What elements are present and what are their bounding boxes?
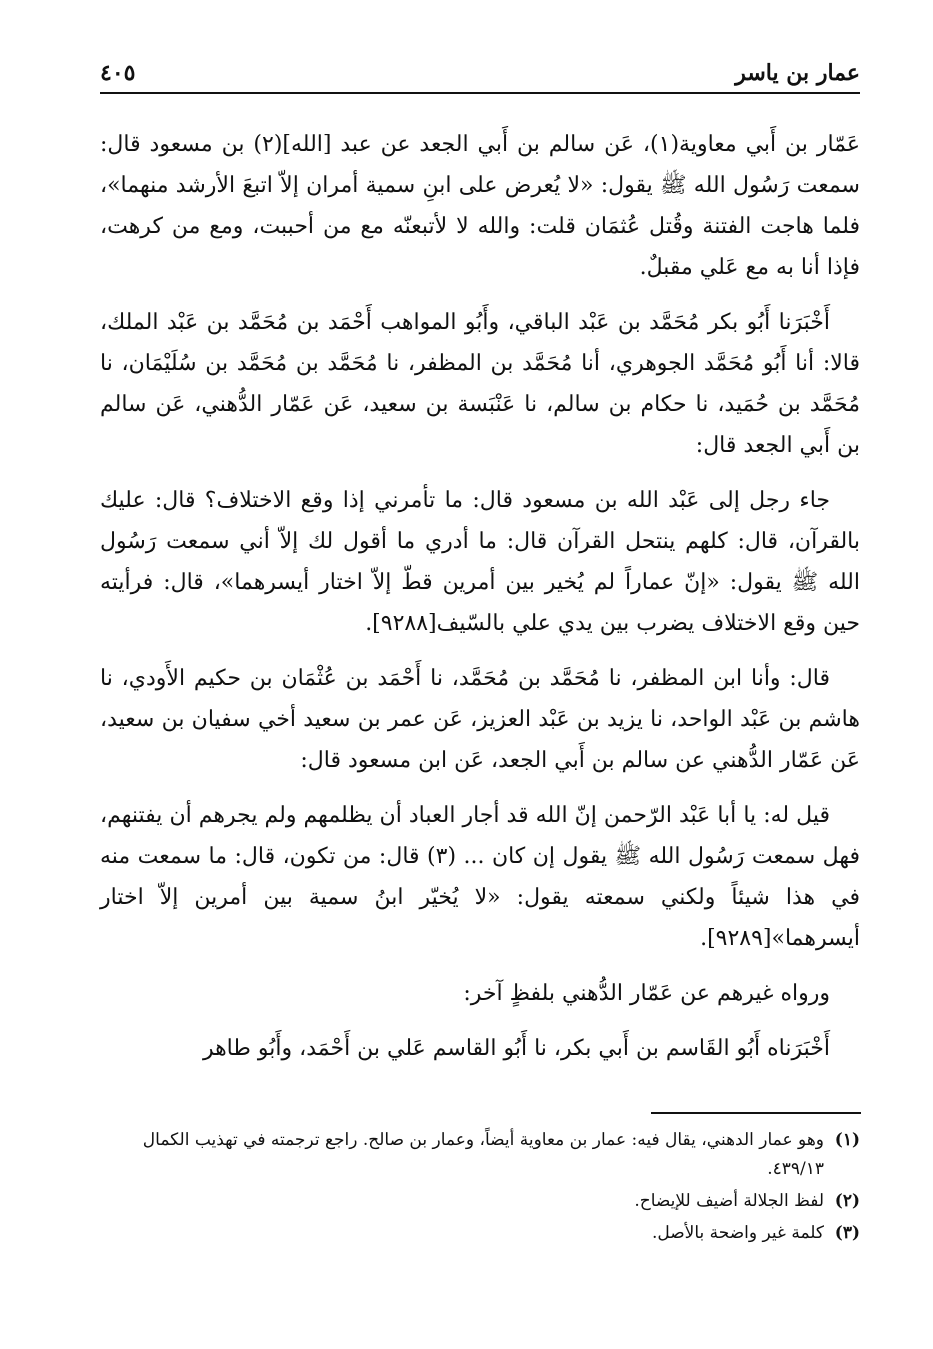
footnote <box>100 1219 860 1248</box>
footnotes <box>100 1126 860 1251</box>
paragraph: عَمّار بن أَبي معاوية(١)، عَن سالم بن أَبي الجعد عن عبد [الله](٢) بن مسعود قال: سمعت رَسُول الله ﷺ يقول: «لا يُعرض على ابنِ سمية أمران إلاّ اتبعَ الأرشد منهما»، فلما هاجت الفتنة وقُتل عُثمَان قلت: والله لا لأتبعنّه مع من أحببت، ومع من كرهت، فإذا أنا به مع عَلي مقبلٌ. <box>100 132 861 280</box>
paragraph: أَخْبَرَنا أَبُو بكر مُحَمَّد بن عَبْد الباقي، وأَبُو المواهب أَحْمَد بن مُحَمَّد بن عَبْد الملك، قالا: أنا أَبُو مُحَمَّد الجوهري، أنا مُحَمَّد بن المظفر، نا مُحَمَّد بن مُحَمَّد بن سُلَيْمَان، نا مُحَمَّد بن حُمَيد، نا حكام بن سالم، نا عَنْبَسة بن سعيد، عَن عَمّار الدُّهني، عَن سالم بن أَبي الجعد قال: <box>100 310 861 458</box>
footnote-text: وهو عمار الدهني، يقال فيه: عمار بن معاوية أيضاً، وعمار بن صالح. راجع ترجمته في تهذيب الكمال ٤٣٩/١٣. <box>142 1130 824 1179</box>
paragraph: ورواه غيرهم عن عَمّار الدُّهني بلفظٍ آخر: <box>463 981 830 1006</box>
footnote <box>100 1126 860 1184</box>
paragraph: جاء رجل إلى عَبْد الله بن مسعود قال: ما تأمرني إذا وقع الاختلاف؟ قال: عليك بالقرآن، قال: كلهم ينتحل القرآن قال: ما أدري ما أقول لك إلاّ أني سمعت رَسُول الله ﷺ يقول: «إنّ عماراً لم يُخير بين أمرين قطّ إلاّ اختار أيسرهما»، قال: فرأيته حين وقع الاختلاف يضرب بين يدي علي بالسّيف[٩٢٨٨]. <box>100 488 860 636</box>
paragraph: أَخْبَرَناه أَبُو القَاسم بن أَبي بكر، نا أَبُو القاسم عَلي بن أَحْمَد، وأَبُو طاهر <box>202 1036 830 1061</box>
running-title: عمار بن ياسر <box>735 60 860 86</box>
page-number: ٤٠٥ <box>100 60 136 86</box>
body-text <box>100 124 860 1083</box>
footnote-text: كلمة غير واضحة بالأصل. <box>651 1223 824 1243</box>
footnote-number: (٢) <box>834 1191 860 1211</box>
page-header <box>100 48 860 94</box>
footnote <box>100 1187 860 1216</box>
paragraph: قال: وأنا ابن المظفر، نا مُحَمَّد بن مُحَمَّد، نا أَحْمَد بن عُثْمَان بن حكيم الأَودي، نا هاشم بن عَبْد الواحد، نا يزيد بن عَبْد العزيز، عَن عمر بن سعيد أخي سفيان بن سعيد، عَن عَمّار الدُّهني عن سالم بن أَبي الجعد، عَن ابن مسعود قال: <box>100 666 860 773</box>
footnote-number: (١) <box>834 1130 860 1150</box>
footnote-divider <box>651 1112 861 1114</box>
paragraph: قيل له: يا أبا عَبْد الرّحمن إنّ الله قد أجار العباد أن يظلمهم ولم يجرهم أن يفتنهم، فهل سمعت رَسُول الله ﷺ يقول إن كان ... (٣) قال: من تكون، قال: ما سمعت منه في هذا شيئاً ولكني سمعته يقول: «لا يُخيّر ابنُ سمية بين أمرين إلاّ اختار أيسرهما»[٩٢٨٩]. <box>100 803 860 951</box>
footnote-number: (٣) <box>834 1223 860 1243</box>
footnote-text: لفظ الجلالة أضيف للإيضاح. <box>634 1191 824 1211</box>
